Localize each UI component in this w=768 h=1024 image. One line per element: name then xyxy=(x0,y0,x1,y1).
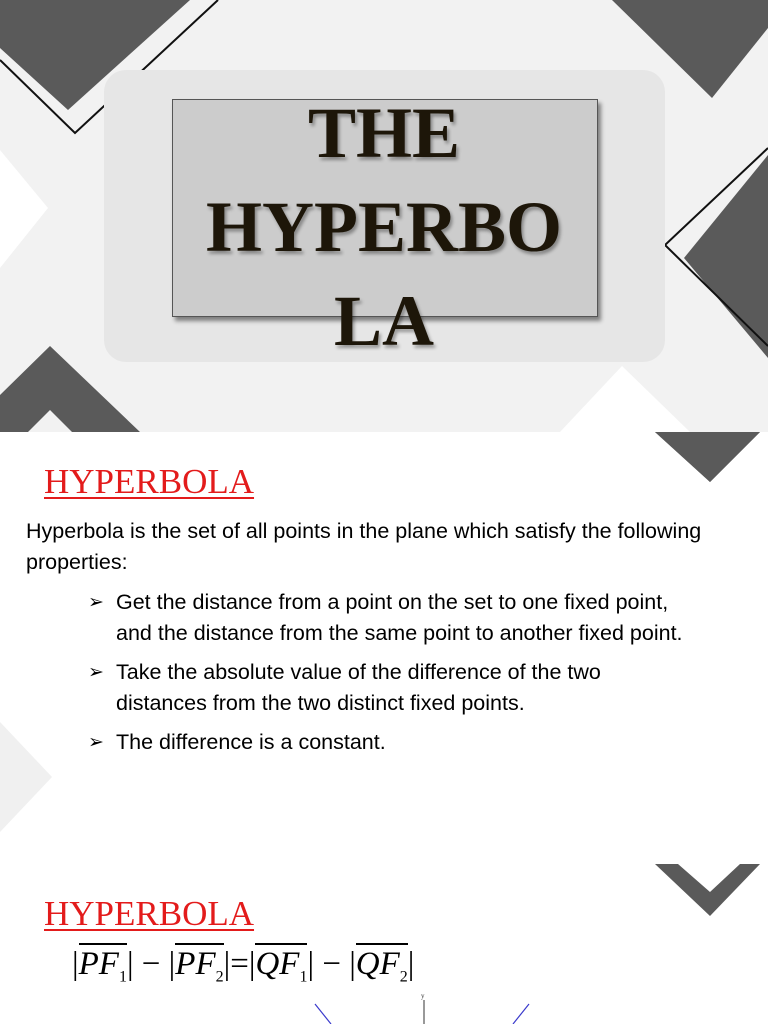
title-line: LA xyxy=(333,281,435,361)
slide-title xyxy=(172,86,596,368)
arrow-bullet-icon: ➢ xyxy=(88,591,104,613)
title-line: THE xyxy=(307,93,461,173)
formula-subscript: 2 xyxy=(215,968,224,986)
abs-bar: | xyxy=(168,946,176,982)
arrow-bullet-icon: ➢ xyxy=(88,731,104,753)
arrow-bullet-icon: ➢ xyxy=(88,661,104,683)
formula-term-text: PF xyxy=(78,946,119,982)
distance-formula xyxy=(72,946,414,987)
formula-term xyxy=(255,943,308,986)
abs-bar: | xyxy=(407,946,415,982)
section-heading: HYPERBOLA xyxy=(44,462,255,501)
formula-term xyxy=(175,943,224,986)
formula-term-text: QF xyxy=(355,946,400,982)
formula-subscript: 1 xyxy=(118,968,127,986)
equals-sign: = xyxy=(230,946,249,982)
abs-bar: | xyxy=(248,946,256,982)
abs-bar: | xyxy=(307,946,315,982)
list-item-text: Take the absolute value of the difference of the two distances from the two distinct fixed points. xyxy=(116,660,601,715)
hyperbola-branch-left xyxy=(315,1004,331,1024)
graph-axis-label: y xyxy=(421,992,425,1000)
formula-term-text: PF xyxy=(175,946,216,982)
abs-bar: | xyxy=(223,946,231,982)
definition-slide xyxy=(0,432,768,864)
abs-bar: | xyxy=(72,946,79,982)
abs-bar: | xyxy=(349,946,356,982)
deco-shape-left xyxy=(0,722,52,832)
list-item xyxy=(88,587,688,649)
formula-subscript: 2 xyxy=(399,968,408,986)
deco-shape-right xyxy=(684,155,768,358)
deco-chevron xyxy=(655,864,760,916)
abs-bar: | xyxy=(126,946,134,982)
deco-shape-bottom-right xyxy=(560,366,690,432)
formula-subscript: 1 xyxy=(299,968,308,986)
formula-term xyxy=(78,943,127,986)
title-line: HYPERBO xyxy=(205,187,563,267)
list-item-text: Get the distance from a point on the set to one fixed point, and the distance from the same point to another fixed point. xyxy=(116,590,683,645)
formula-term xyxy=(355,943,408,986)
hyperbola-branch-right xyxy=(513,1004,529,1024)
formula-term-text: QF xyxy=(255,946,300,982)
properties-list xyxy=(88,587,688,766)
list-item xyxy=(88,657,688,719)
deco-shape-left xyxy=(0,150,48,268)
section-heading: HYPERBOLA xyxy=(44,894,255,933)
list-item-text: The difference is a constant. xyxy=(116,730,386,754)
title-slide xyxy=(0,0,768,432)
minus-sign: − xyxy=(322,946,341,982)
minus-sign: − xyxy=(141,946,161,982)
hyperbola-graph xyxy=(235,990,595,1024)
list-item xyxy=(88,727,688,758)
formula-slide xyxy=(0,864,768,1024)
intro-text: Hyperbola is the set of all points in the plane which satisfy the following properties: xyxy=(26,519,702,574)
